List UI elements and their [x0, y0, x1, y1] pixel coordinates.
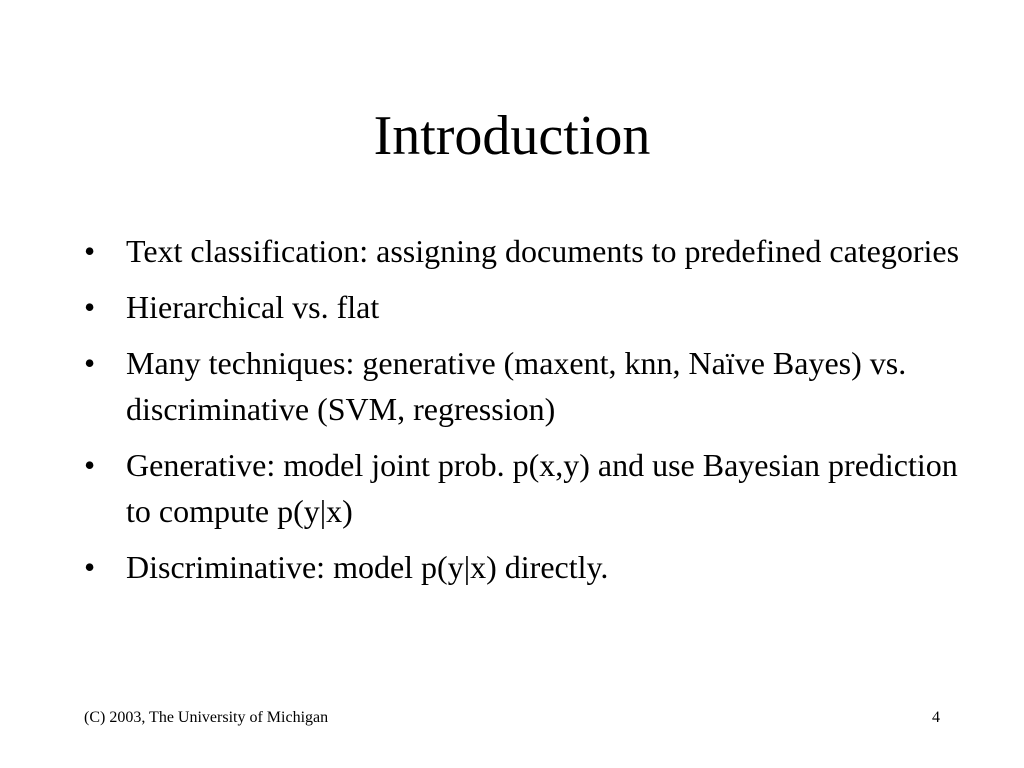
bullet-marker: •: [84, 549, 96, 585]
footer-copyright: (C) 2003, The University of Michigan: [84, 709, 329, 726]
bullet-text: Generative: model joint prob. p(x,y) and use Bayesian prediction to compute p(y|x): [126, 447, 958, 529]
bullet-item: [84, 340, 964, 432]
bullet-item: [84, 442, 964, 534]
bullet-text: Discriminative: model p(y|x) directly.: [126, 549, 609, 585]
bullet-text: Hierarchical vs. flat: [126, 289, 380, 325]
page-number: 4: [932, 709, 940, 726]
bullet-item: [84, 544, 964, 590]
bullet-marker: •: [84, 233, 96, 269]
bullet-marker: •: [84, 345, 96, 381]
bullet-item: [84, 284, 964, 330]
bullet-marker: •: [84, 289, 96, 325]
bullet-text: Many techniques: generative (maxent, knn, Naïve Bayes) vs. discriminative (SVM, regression): [126, 345, 907, 427]
bullet-text: Text classification: assigning documents to predefined categories: [126, 233, 960, 269]
bullet-item: [84, 228, 964, 274]
bullet-marker: •: [84, 447, 96, 483]
slide-title: Introduction: [373, 105, 651, 167]
bullet-list: [84, 228, 964, 600]
